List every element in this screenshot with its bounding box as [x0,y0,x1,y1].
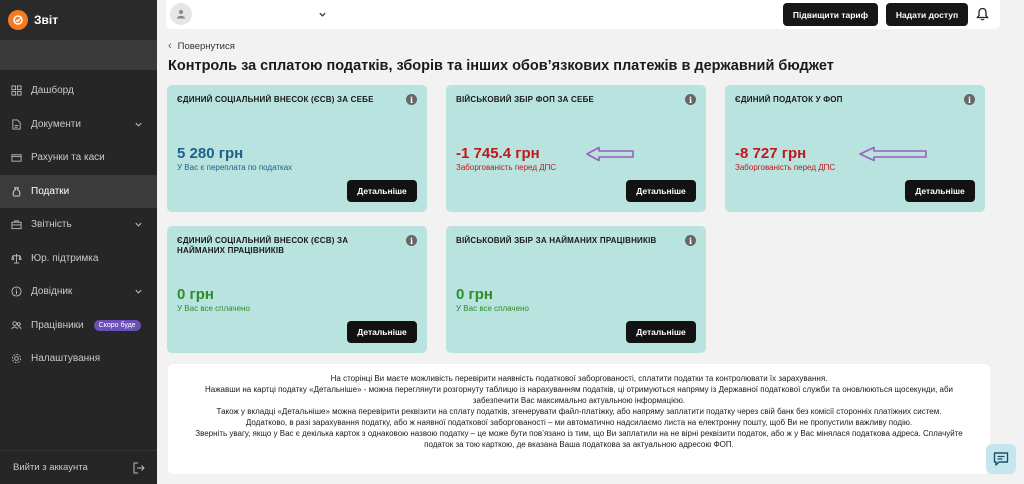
card-amount: -8 727 грн [735,145,807,162]
sidebar-item-accounts[interactable] [0,141,157,175]
account-select-chevron-icon[interactable] [318,10,327,19]
details-button[interactable]: Детальніше [626,180,696,202]
details-button[interactable]: Детальніше [347,321,417,343]
card-title: ЄДИНИЙ СОЦІАЛЬНИЙ ВНЕСОК (ЄСВ) ЗА СЕБЕ [177,95,374,104]
users-icon [10,319,22,331]
scales-icon [10,252,22,264]
logout-link[interactable] [0,450,157,484]
sidebar-item-legal-support[interactable] [0,242,157,276]
sidebar [0,0,157,484]
details-button[interactable]: Детальніше [347,180,417,202]
logout-icon [133,462,145,474]
info-icon[interactable]: i [685,94,696,105]
info-paragraph: Додатково, в разі зарахування податку, або ж наявної податкової заборгованості – ми автоматично надсилаємо листа на електронну пошту, щоб Ви не пропустили важливу подію. [245,418,913,427]
sidebar-item-label: Налаштування [31,353,101,365]
sidebar-item-reference[interactable] [0,275,157,309]
tax-card-esv-employees [167,226,427,353]
brand[interactable] [0,0,157,40]
moneybag-icon [10,185,22,197]
top-header [166,0,1000,29]
card-title: ЄДИНИЙ СОЦІАЛЬНИЙ ВНЕСОК (ЄСВ) ЗА НАЙМАНИХ ПРАЦІВНИКІВ [177,236,349,255]
sidebar-item-label: Податки [31,185,70,197]
sidebar-item-employees[interactable] [0,309,157,343]
sidebar-item-label: Працівники [31,319,84,331]
card-note: У Вас є переплата по податках [177,163,293,172]
bell-icon[interactable] [976,7,989,21]
coming-soon-badge: Скоро буде [94,320,141,331]
sidebar-item-documents[interactable] [0,108,157,142]
tax-card-single-tax [725,85,985,212]
card-title: ЄДИНИЙ ПОДАТОК У ФОП [735,95,843,104]
document-icon [10,118,22,130]
briefcase-icon [10,219,22,231]
sidebar-item-settings[interactable] [0,342,157,376]
details-button[interactable]: Детальніше [626,321,696,343]
chevron-left-icon: ‹ [168,40,172,52]
sidebar-item-label: Юр. підтримка [31,252,99,264]
card-amount: 5 280 грн [177,145,244,162]
chat-button[interactable] [986,444,1016,474]
sidebar-item-reports[interactable] [0,208,157,242]
back-label: Повернутися [177,40,235,52]
user-icon [176,9,186,19]
sidebar-item-label: Звітність [31,219,72,231]
chat-icon [993,451,1009,467]
grant-access-button[interactable]: Надати доступ [886,3,968,26]
arrow-left-icon [585,146,635,162]
avatar[interactable] [170,3,192,25]
info-paragraph: Зверніть увагу, якщо у Вас є декілька карток з однаковою назвою податку – це може бути пов’язано із тим, що Ви заплатили на не вірні реквізити податок, або ж у Вас мінялася податкова адреса. Сплачуйте податок за тою карткою, де вказана Ваша податкова за актуальною адресою ФОП. [195,429,963,449]
sidebar-item-taxes[interactable] [0,175,157,209]
card-note: Заборгованість перед ДПС [735,163,836,172]
upgrade-plan-button[interactable]: Підвищити тариф [783,3,878,26]
brand-name: Звіт [34,13,59,27]
sidebar-item-label: Рахунки та каси [31,152,105,164]
back-link[interactable] [168,40,235,52]
card-note: Заборгованість перед ДПС [456,163,557,172]
sidebar-item-label: Документи [31,118,81,130]
info-icon[interactable]: i [964,94,975,105]
info-paragraph: На сторінці Ви маєте можливість перевірити наявність податкової заборгованості, сплатити податки та контролювати їх зарахування. [330,374,828,383]
page-title: Контроль за сплатою податків, зборів та інших обов’язкових платежів в державний бюджет [168,58,834,74]
chevron-down-icon[interactable] [134,220,143,229]
sidebar-divider [0,40,157,70]
arrow-left-icon [858,146,928,162]
logout-label: Вийти з аккаунта [13,462,88,473]
info-icon[interactable]: i [406,235,417,246]
chevron-down-icon[interactable] [134,120,143,129]
tax-card-esv-self [167,85,427,212]
info-icon[interactable]: i [685,235,696,246]
card-amount: 0 грн [177,286,214,303]
dashboard-icon [10,85,22,97]
logo-icon [8,10,28,30]
sidebar-nav [0,70,157,376]
gear-icon [10,353,22,365]
card-title: ВІЙСЬКОВИЙ ЗБІР ЗА НАЙМАНИХ ПРАЦІВНИКІВ [456,236,657,245]
card-note: У Вас все сплачено [177,304,250,313]
info-circle-icon [10,286,22,298]
info-box [168,364,990,474]
tax-card-military-self [446,85,706,212]
tax-card-military-employees [446,226,706,353]
card-note: У Вас все сплачено [456,304,529,313]
info-paragraph: Нажавши на картці податку «Детальніше» - можна переглянути розгорнуту таблицю із нарахуванням податків, ці отримуються напряму із Державної податкової служби та оновлюються щосекунди, аби забезпечити Вас максимально актуальною інформацією. [204,385,954,405]
card-title: ВІЙСЬКОВИЙ ЗБІР ФОП ЗА СЕБЕ [456,95,595,104]
info-paragraph: Також у вкладці «Детальніше» можна перевірити реквізити на сплату податків, згенерувати файл-платіжку, або напряму заплатити податку через свій банк без комісії сторонніх платіжних систем. [216,407,942,416]
sidebar-item-label: Довідник [31,286,73,298]
card-amount: 0 грн [456,286,493,303]
wallet-icon [10,152,22,164]
sidebar-item-dashboard[interactable] [0,74,157,108]
chevron-down-icon[interactable] [134,287,143,296]
card-amount: -1 745.4 грн [456,145,540,162]
sidebar-item-label: Дашборд [31,85,74,97]
details-button[interactable]: Детальніше [905,180,975,202]
info-icon[interactable]: i [406,94,417,105]
